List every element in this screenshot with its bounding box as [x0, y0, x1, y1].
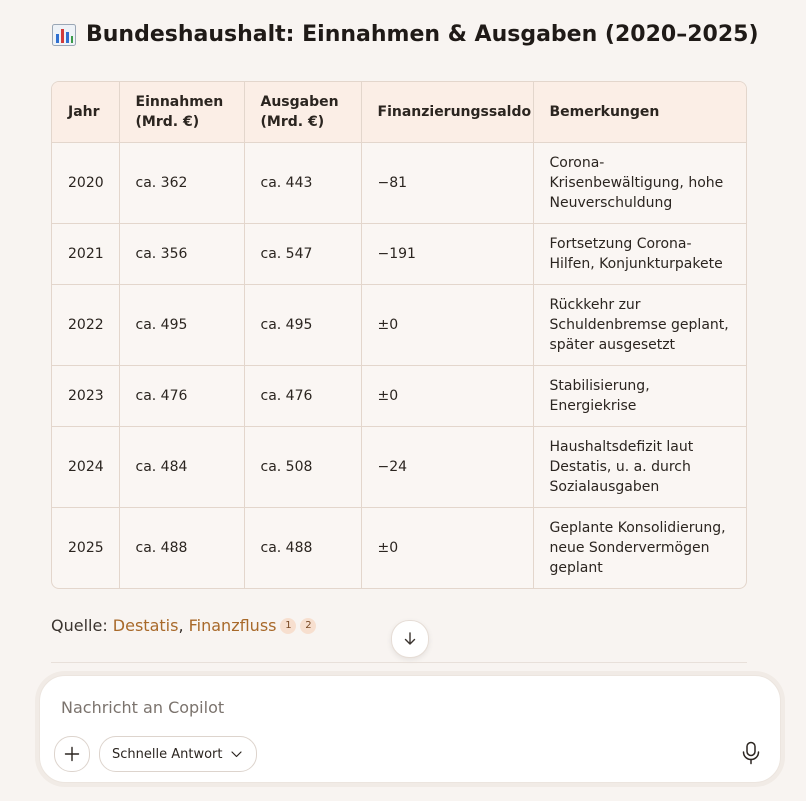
- table-cell: ±0: [361, 366, 533, 427]
- response-mode-label: Schnelle Antwort: [112, 746, 223, 762]
- citation-badge-2[interactable]: 2: [300, 618, 316, 634]
- table-row: [52, 366, 746, 427]
- table-cell: 2023: [52, 366, 119, 427]
- table-cell: 2024: [52, 427, 119, 508]
- source-link-finanzfluss[interactable]: Finanzfluss: [188, 616, 277, 635]
- source-separator: ,: [178, 616, 184, 635]
- table-cell: Corona-Krisenbewältigung, hohe Neuverschuldung: [533, 143, 746, 224]
- source-line: [51, 616, 316, 635]
- table-cell: ca. 508: [244, 427, 361, 508]
- chevron-down-icon: [231, 751, 242, 758]
- table-cell: −81: [361, 143, 533, 224]
- column-header-jahr: Jahr: [52, 82, 119, 143]
- budget-table: [51, 81, 747, 589]
- table-header-row: [52, 82, 746, 143]
- table-row: [52, 224, 746, 285]
- table-cell: ca. 356: [119, 224, 244, 285]
- source-link-destatis[interactable]: Destatis: [112, 616, 179, 635]
- table-cell: ca. 362: [119, 143, 244, 224]
- message-composer[interactable]: [39, 675, 781, 783]
- bar-chart-icon: [52, 24, 76, 46]
- scroll-down-button[interactable]: [391, 620, 429, 658]
- table-row: [52, 508, 746, 589]
- divider: [51, 662, 747, 663]
- table-cell: ca. 476: [119, 366, 244, 427]
- page-title-text: Bundeshaushalt: Einnahmen & Ausgaben (2020–2025): [86, 22, 759, 47]
- column-header-ausgaben: Ausgaben (Mrd. €): [244, 82, 361, 143]
- table-cell: ca. 488: [119, 508, 244, 589]
- table-row: [52, 143, 746, 224]
- table-cell: ±0: [361, 508, 533, 589]
- table-cell: 2022: [52, 285, 119, 366]
- table-cell: ca. 476: [244, 366, 361, 427]
- microphone-icon: [741, 741, 761, 765]
- table-cell: ca. 484: [119, 427, 244, 508]
- table-row: [52, 427, 746, 508]
- message-input-placeholder[interactable]: Nachricht an Copilot: [61, 698, 225, 717]
- table-cell: Rückkehr zur Schuldenbremse geplant, später ausgesetzt: [533, 285, 746, 366]
- table-cell: Fortsetzung Corona-Hilfen, Konjunkturpakete: [533, 224, 746, 285]
- column-header-bemerkungen: Bemerkungen: [533, 82, 746, 143]
- table-cell: ±0: [361, 285, 533, 366]
- table-cell: −191: [361, 224, 533, 285]
- table-cell: Stabilisierung, Energiekrise: [533, 366, 746, 427]
- plus-icon: [64, 746, 80, 762]
- column-header-saldo: Finanzierungssaldo: [361, 82, 533, 143]
- table-cell: ca. 547: [244, 224, 361, 285]
- arrow-down-icon: [402, 631, 418, 647]
- table-cell: ca. 488: [244, 508, 361, 589]
- table-cell: 2020: [52, 143, 119, 224]
- table-cell: Haushaltsdefizit laut Destatis, u. a. durch Sozialausgaben: [533, 427, 746, 508]
- add-attachment-button[interactable]: [54, 736, 90, 772]
- microphone-button[interactable]: [740, 740, 762, 766]
- table-cell: ca. 443: [244, 143, 361, 224]
- response-mode-button[interactable]: [99, 736, 257, 772]
- table-cell: Geplante Konsolidierung, neue Sondervermögen geplant: [533, 508, 746, 589]
- source-label: Quelle:: [51, 616, 108, 635]
- citation-badge-1[interactable]: 1: [280, 618, 296, 634]
- table-cell: 2025: [52, 508, 119, 589]
- page-title: [52, 22, 759, 47]
- table-cell: −24: [361, 427, 533, 508]
- column-header-einnahmen: Einnahmen (Mrd. €): [119, 82, 244, 143]
- table-cell: 2021: [52, 224, 119, 285]
- table-row: [52, 285, 746, 366]
- table-cell: ca. 495: [244, 285, 361, 366]
- table-cell: ca. 495: [119, 285, 244, 366]
